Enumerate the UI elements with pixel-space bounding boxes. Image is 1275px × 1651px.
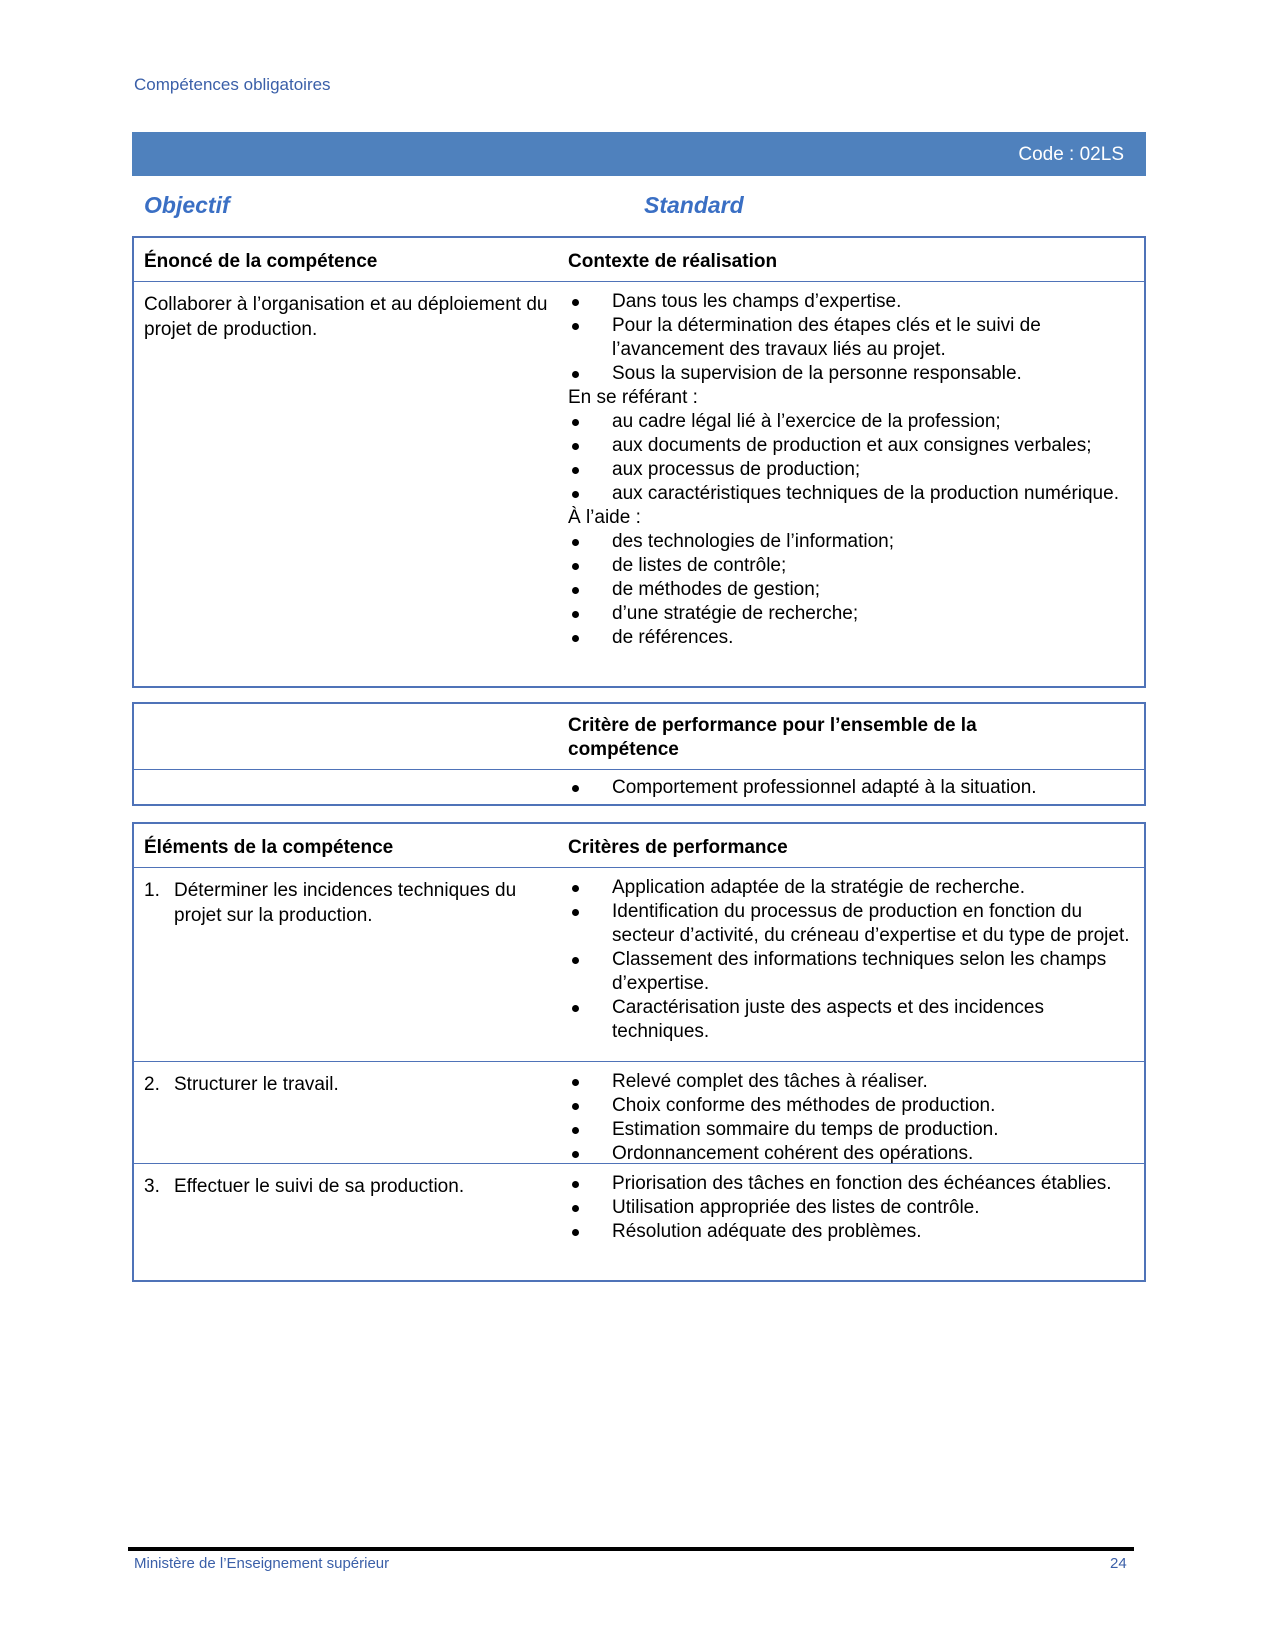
criterion-item-text: Relevé complet des tâches à réaliser. — [612, 1071, 928, 1092]
competency-code: Code : 02LS — [1018, 144, 1124, 165]
context-item-text: au cadre légal lié à l’exercice de la profession; — [612, 411, 1001, 432]
element-number: 1. — [144, 880, 160, 901]
criterion-item-text: Application adaptée de la stratégie de recherche. — [612, 877, 1025, 898]
criterion-item — [568, 1094, 1134, 1118]
context-item-text: Sous la supervision de la personne responsable. — [612, 363, 1022, 384]
ensemble-criterion — [568, 776, 1134, 800]
elements-rows — [134, 868, 1144, 1268]
elements-table — [132, 822, 1146, 1282]
context-item — [568, 554, 1134, 578]
bullet-icon — [568, 1196, 612, 1220]
bullet-icon — [568, 1220, 612, 1244]
bullet-icon — [568, 362, 612, 386]
ensemble-criterion-text: Comportement professionnel adapté à la situation. — [612, 777, 1037, 798]
elements-right-header: Critères de performance — [568, 837, 788, 858]
criterion-item-text: Identification du processus de production en fonction du secteur d’activité, du créneau d’expertise et du type de projet. — [612, 901, 1130, 946]
bullet-icon — [568, 290, 612, 314]
bullet-icon — [568, 458, 612, 482]
bullet-icon — [568, 996, 612, 1044]
element-numbered-item — [144, 1174, 549, 1199]
context-item — [568, 410, 1134, 434]
ensemble-row — [134, 770, 1144, 806]
context-item-text: Pour la détermination des étapes clés et le suivi de l’avancement des travaux liés au projet. — [612, 315, 1041, 360]
context-intro: En se référant : — [568, 387, 698, 408]
bullet-icon — [568, 876, 612, 900]
element-row — [134, 1164, 1144, 1268]
context-item — [568, 602, 1134, 626]
element-label — [144, 1072, 549, 1097]
context-item-text: aux documents de production et aux consignes verbales; — [612, 435, 1092, 456]
criterion-item-text: Classement des informations techniques selon les champs d’expertise. — [612, 949, 1107, 994]
bullet-icon — [568, 626, 612, 650]
competency-statement: Collaborer à l’organisation et au déploiement du projet de production. — [144, 294, 548, 340]
bullet-icon — [568, 602, 612, 626]
context-item-text: de références. — [612, 627, 734, 648]
criteria-list — [568, 1062, 1144, 1172]
elements-left-header: Éléments de la compétence — [144, 837, 394, 858]
footer-divider — [128, 1547, 1134, 1551]
ensemble-table — [132, 702, 1146, 806]
element-text: Effectuer le suivi de sa production. — [174, 1176, 465, 1197]
criterion-item-text: Choix conforme des méthodes de production. — [612, 1095, 996, 1116]
criterion-item-text: Estimation sommaire du temps de production. — [612, 1119, 999, 1140]
element-row — [134, 1062, 1144, 1164]
context-item-text: aux caractéristiques techniques de la production numérique. — [612, 483, 1119, 504]
criterion-item — [568, 900, 1134, 948]
bullet-icon — [568, 1118, 612, 1142]
element-number: 2. — [144, 1074, 160, 1095]
element-label — [144, 878, 549, 928]
criterion-item — [568, 1070, 1134, 1094]
ensemble-criteria-list — [568, 770, 1144, 806]
bullet-icon — [568, 1172, 612, 1196]
page-header-title: Compétences obligatoires — [134, 75, 331, 94]
criterion-item-text: Priorisation des tâches en fonction des échéances établies. — [612, 1173, 1112, 1194]
enonce-row — [134, 282, 1144, 656]
context-item — [568, 434, 1134, 458]
ensemble-header — [134, 704, 1144, 770]
criterion-item — [568, 1118, 1134, 1142]
ensemble-header-text: Critère de performance pour l’ensemble de la compétence — [568, 715, 977, 760]
criterion-item-text: Utilisation appropriée des listes de contrôle. — [612, 1197, 980, 1218]
criterion-item — [568, 996, 1134, 1044]
element-number: 3. — [144, 1176, 160, 1197]
context-item-text: aux processus de production; — [612, 459, 861, 480]
element-numbered-item — [144, 1072, 549, 1097]
context-item-text: des technologies de l’information; — [612, 531, 895, 552]
bullet-icon — [568, 578, 612, 602]
context-item — [568, 578, 1134, 602]
bullet-icon — [568, 900, 612, 948]
context-intro: À l’aide : — [568, 507, 641, 528]
criterion-item — [568, 1220, 1134, 1244]
standard-label: Standard — [644, 192, 744, 218]
context-item — [568, 314, 1134, 362]
context-item — [568, 482, 1134, 506]
bullet-icon — [568, 482, 612, 506]
context-item — [568, 626, 1134, 650]
context-item-text: de méthodes de gestion; — [612, 579, 821, 600]
criterion-item — [568, 1142, 1134, 1166]
context-item — [568, 290, 1134, 314]
elements-header — [134, 824, 1144, 868]
code-bar — [132, 132, 1146, 176]
enonce-table — [132, 236, 1146, 688]
objective-standard-row — [144, 192, 1144, 222]
bullet-icon — [568, 948, 612, 996]
bullet-icon — [568, 434, 612, 458]
criterion-item-text: Résolution adéquate des problèmes. — [612, 1221, 922, 1242]
objectif-label: Objectif — [144, 192, 230, 218]
bullet-icon — [568, 410, 612, 434]
bullet-icon — [568, 530, 612, 554]
element-numbered-item — [144, 878, 549, 928]
enonce-header — [134, 238, 1144, 282]
context-list — [568, 282, 1144, 656]
criterion-item-text: Caractérisation juste des aspects et des incidences techniques. — [612, 997, 1044, 1042]
criterion-item-text: Ordonnancement cohérent des opérations. — [612, 1143, 974, 1164]
enonce-left-header: Énoncé de la compétence — [144, 251, 378, 272]
criterion-item — [568, 948, 1134, 996]
element-label — [144, 1174, 549, 1199]
enonce-right-header: Contexte de réalisation — [568, 251, 778, 272]
context-item-text: de listes de contrôle; — [612, 555, 787, 576]
element-text: Structurer le travail. — [174, 1074, 339, 1095]
context-item — [568, 530, 1134, 554]
bullet-icon — [568, 776, 612, 800]
context-item — [568, 362, 1134, 386]
criteria-list — [568, 1164, 1144, 1250]
element-text: Déterminer les incidences techniques du projet sur la production. — [174, 880, 517, 926]
footer-page-number: 24 — [1110, 1555, 1127, 1572]
context-item-text: d’une stratégie de recherche; — [612, 603, 859, 624]
bullet-icon — [568, 314, 612, 362]
bullet-icon — [568, 1094, 612, 1118]
footer-ministry: Ministère de l’Enseignement supérieur — [134, 1555, 390, 1572]
criterion-item — [568, 876, 1134, 900]
bullet-icon — [568, 1142, 612, 1166]
bullet-icon — [568, 1070, 612, 1094]
context-item — [568, 458, 1134, 482]
criterion-item — [568, 1196, 1134, 1220]
context-item-text: Dans tous les champs d’expertise. — [612, 291, 902, 312]
criteria-list — [568, 868, 1144, 1050]
criterion-item — [568, 1172, 1134, 1196]
element-row — [134, 868, 1144, 1062]
bullet-icon — [568, 554, 612, 578]
